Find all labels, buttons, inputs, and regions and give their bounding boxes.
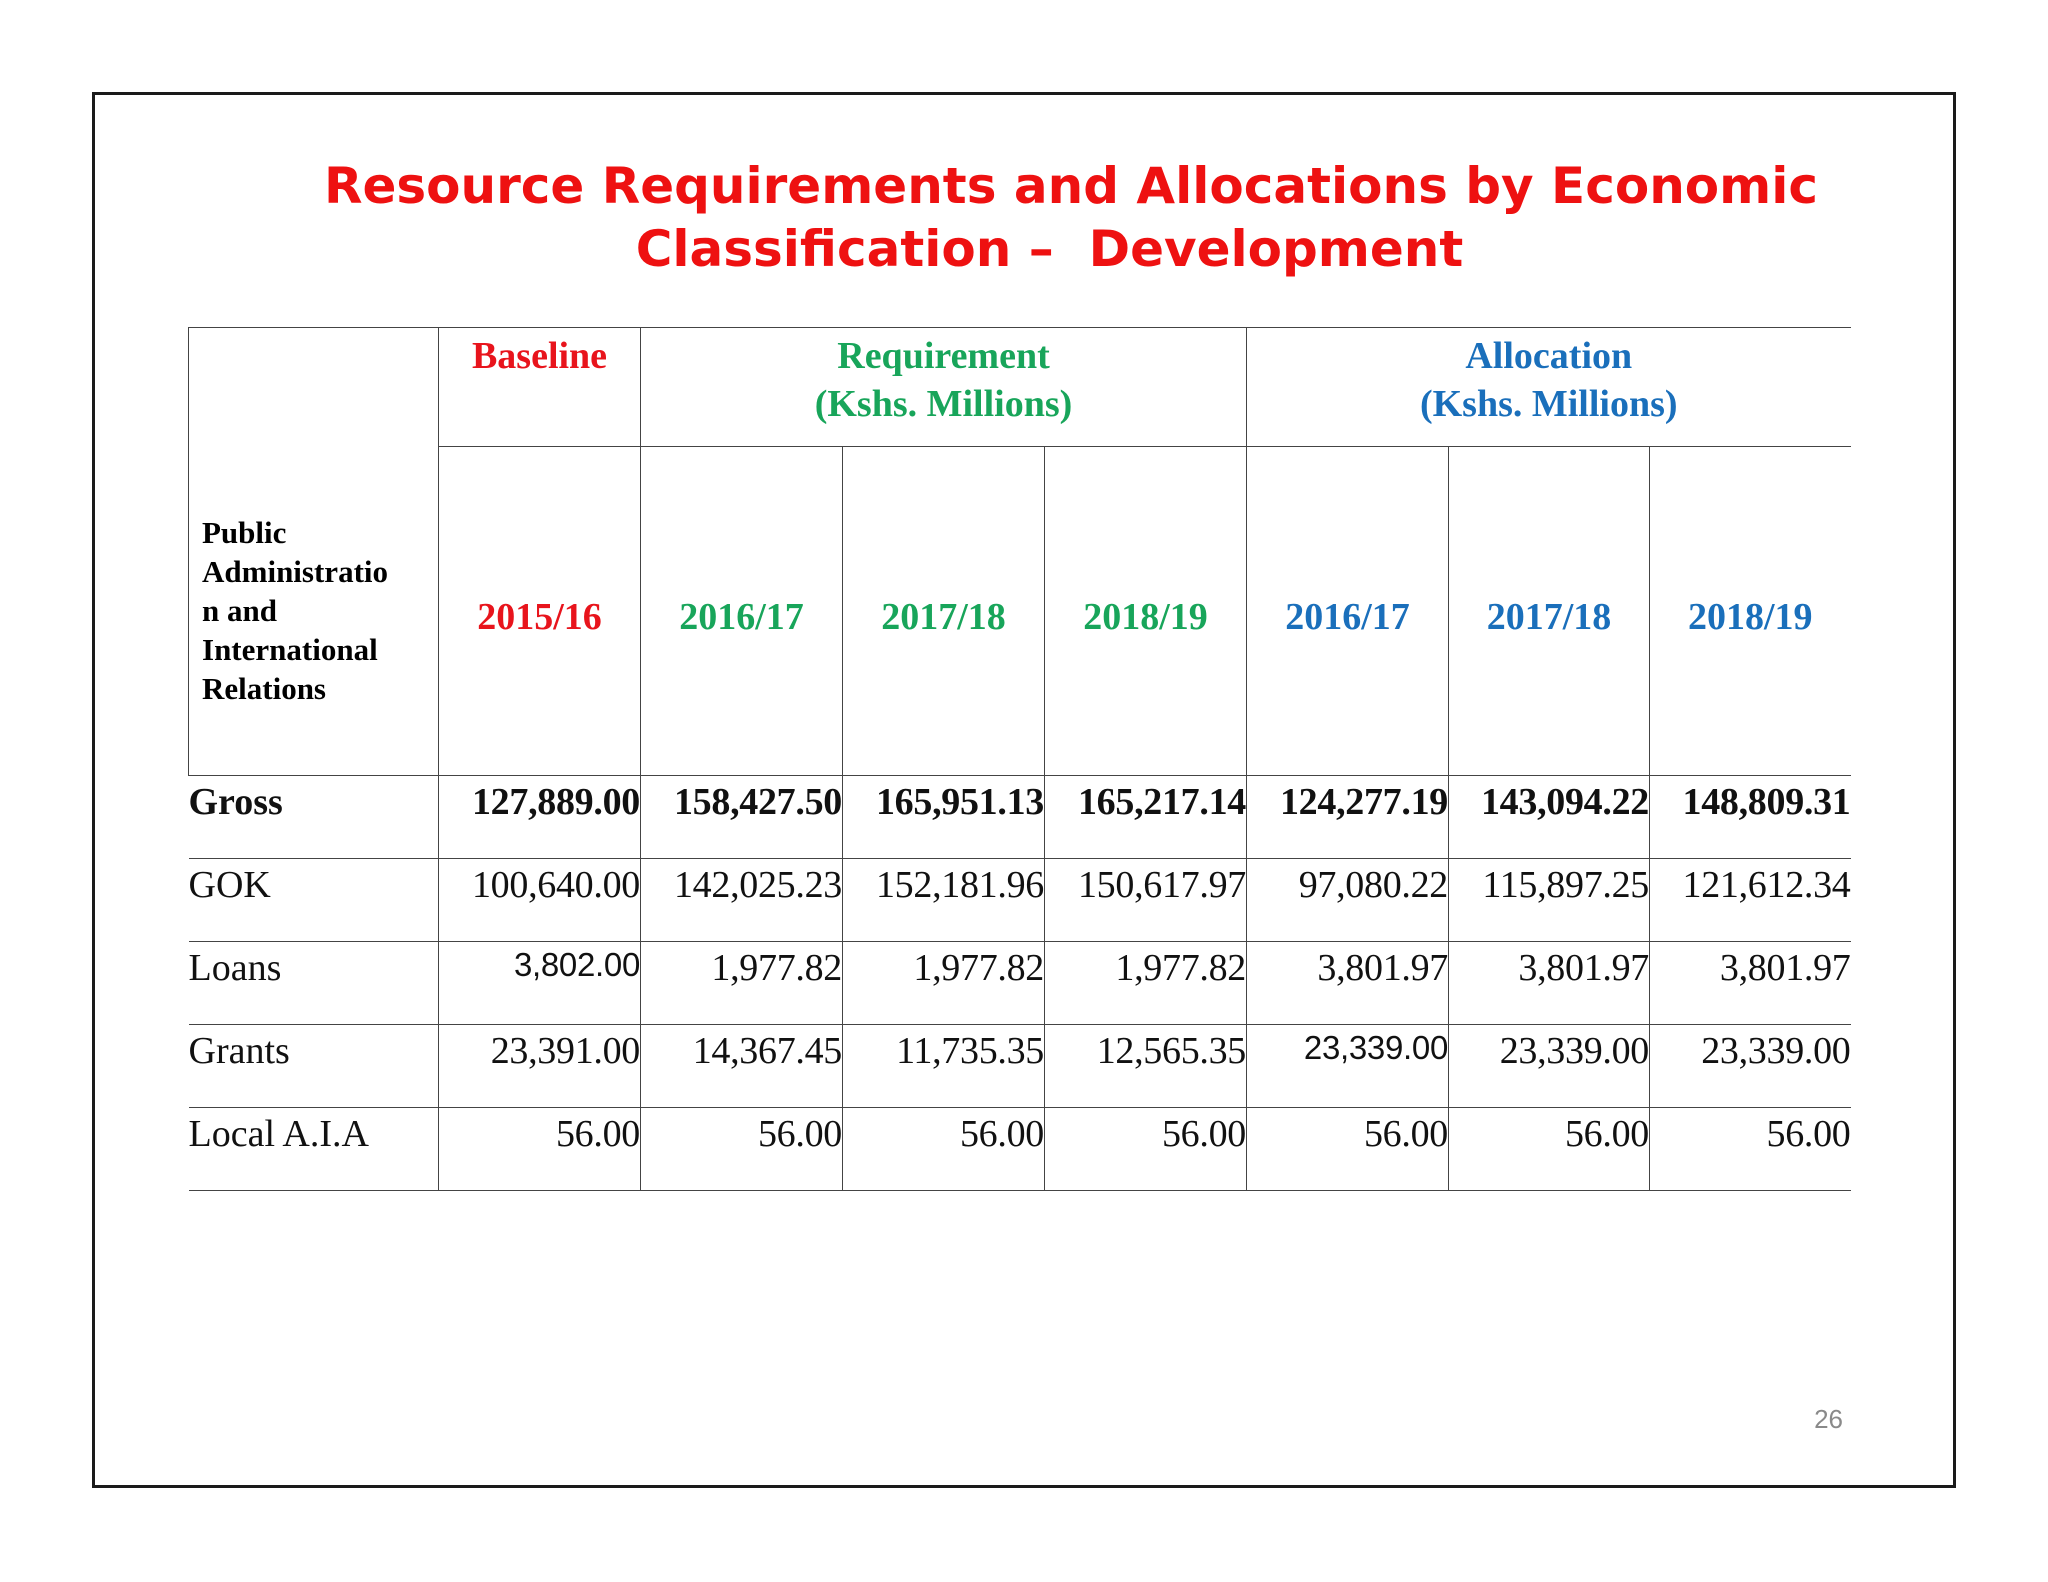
row-header-label bbox=[189, 447, 439, 776]
table-cell: 12,565.35 bbox=[1045, 1025, 1247, 1108]
table-cell: 100,640.00 bbox=[439, 859, 641, 942]
title-line-2: Classification – Development bbox=[635, 220, 1464, 278]
year-requirement-2016-17: 2016/17 bbox=[641, 447, 843, 776]
allocation-header bbox=[1247, 328, 1851, 447]
table-row-gross bbox=[189, 776, 1851, 859]
page-number: 26 bbox=[1814, 1404, 1843, 1434]
requirement-header bbox=[641, 328, 1247, 447]
table-cell: 56.00 bbox=[641, 1108, 843, 1191]
table-cell: 152,181.96 bbox=[843, 859, 1045, 942]
table-cell: 56.00 bbox=[1449, 1108, 1650, 1191]
table-cell: 121,612.34 bbox=[1650, 859, 1851, 942]
table-row-local-aia bbox=[189, 1108, 1851, 1191]
allocation-unit: (Kshs. Millions) bbox=[1419, 383, 1678, 425]
table-cell: 127,889.00 bbox=[439, 776, 641, 859]
row-label-loans: Loans bbox=[189, 942, 439, 1025]
table-cell: 11,735.35 bbox=[843, 1025, 1045, 1108]
table-cell: 3,801.97 bbox=[1650, 942, 1851, 1025]
table-cell: 56.00 bbox=[1045, 1108, 1247, 1191]
resource-table bbox=[188, 327, 1851, 1191]
row-label-gok: GOK bbox=[189, 859, 439, 942]
row-header-line: Relations bbox=[202, 671, 326, 707]
table-cell: 23,391.00 bbox=[439, 1025, 641, 1108]
group-header-row bbox=[189, 328, 1851, 447]
table-cell: 56.00 bbox=[1247, 1108, 1449, 1191]
row-header-line: Public bbox=[202, 515, 287, 551]
year-allocation-2017-18: 2017/18 bbox=[1449, 447, 1650, 776]
year-header-row bbox=[189, 447, 1851, 776]
allocation-label: Allocation bbox=[1465, 335, 1633, 377]
table-cell: 150,617.97 bbox=[1045, 859, 1247, 942]
table-cell: 165,217.14 bbox=[1045, 776, 1247, 859]
row-header-line: n and bbox=[202, 593, 277, 629]
year-baseline-2015-16: 2015/16 bbox=[439, 447, 641, 776]
row-label-gross: Gross bbox=[189, 776, 439, 859]
table-cell: 3,801.97 bbox=[1449, 942, 1650, 1025]
corner-cell bbox=[189, 328, 439, 447]
row-label-local-aia: Local A.I.A bbox=[189, 1108, 439, 1191]
baseline-header bbox=[439, 328, 641, 447]
slide-title bbox=[95, 155, 1959, 281]
slide bbox=[92, 92, 1956, 1488]
requirement-unit: (Kshs. Millions) bbox=[814, 383, 1073, 425]
year-requirement-2018-19: 2018/19 bbox=[1045, 447, 1247, 776]
table-cell: 3,801.97 bbox=[1247, 942, 1449, 1025]
table-cell: 158,427.50 bbox=[641, 776, 843, 859]
table-cell: 148,809.31 bbox=[1650, 776, 1851, 859]
table-cell: 1,977.82 bbox=[1045, 942, 1247, 1025]
table-cell: 124,277.19 bbox=[1247, 776, 1449, 859]
table-cell: 142,025.23 bbox=[641, 859, 843, 942]
row-label-grants: Grants bbox=[189, 1025, 439, 1108]
year-requirement-2017-18: 2017/18 bbox=[843, 447, 1045, 776]
table-row-grants bbox=[189, 1025, 1851, 1108]
table-cell: 97,080.22 bbox=[1247, 859, 1449, 942]
table-cell: 56.00 bbox=[439, 1108, 641, 1191]
title-line-1: Resource Requirements and Allocations by Economic bbox=[323, 157, 1819, 215]
table-cell: 115,897.25 bbox=[1449, 859, 1650, 942]
table-row-gok bbox=[189, 859, 1851, 942]
baseline-label: Baseline bbox=[471, 335, 608, 377]
table-cell: 3,802.00 bbox=[439, 942, 641, 1025]
table-cell: 14,367.45 bbox=[641, 1025, 843, 1108]
table-cell: 23,339.00 bbox=[1449, 1025, 1650, 1108]
table-cell: 1,977.82 bbox=[641, 942, 843, 1025]
row-header-line: Administratio bbox=[202, 554, 388, 590]
year-allocation-2016-17: 2016/17 bbox=[1247, 447, 1449, 776]
table-cell: 23,339.00 bbox=[1650, 1025, 1851, 1108]
row-header-line: International bbox=[202, 632, 378, 668]
table-cell: 165,951.13 bbox=[843, 776, 1045, 859]
table-cell: 56.00 bbox=[843, 1108, 1045, 1191]
table-row-loans bbox=[189, 942, 1851, 1025]
table-cell: 23,339.00 bbox=[1247, 1025, 1449, 1108]
year-allocation-2018-19: 2018/19 bbox=[1650, 447, 1851, 776]
table-cell: 56.00 bbox=[1650, 1108, 1851, 1191]
table-cell: 1,977.82 bbox=[843, 942, 1045, 1025]
table-cell: 143,094.22 bbox=[1449, 776, 1650, 859]
requirement-label: Requirement bbox=[837, 335, 1050, 377]
